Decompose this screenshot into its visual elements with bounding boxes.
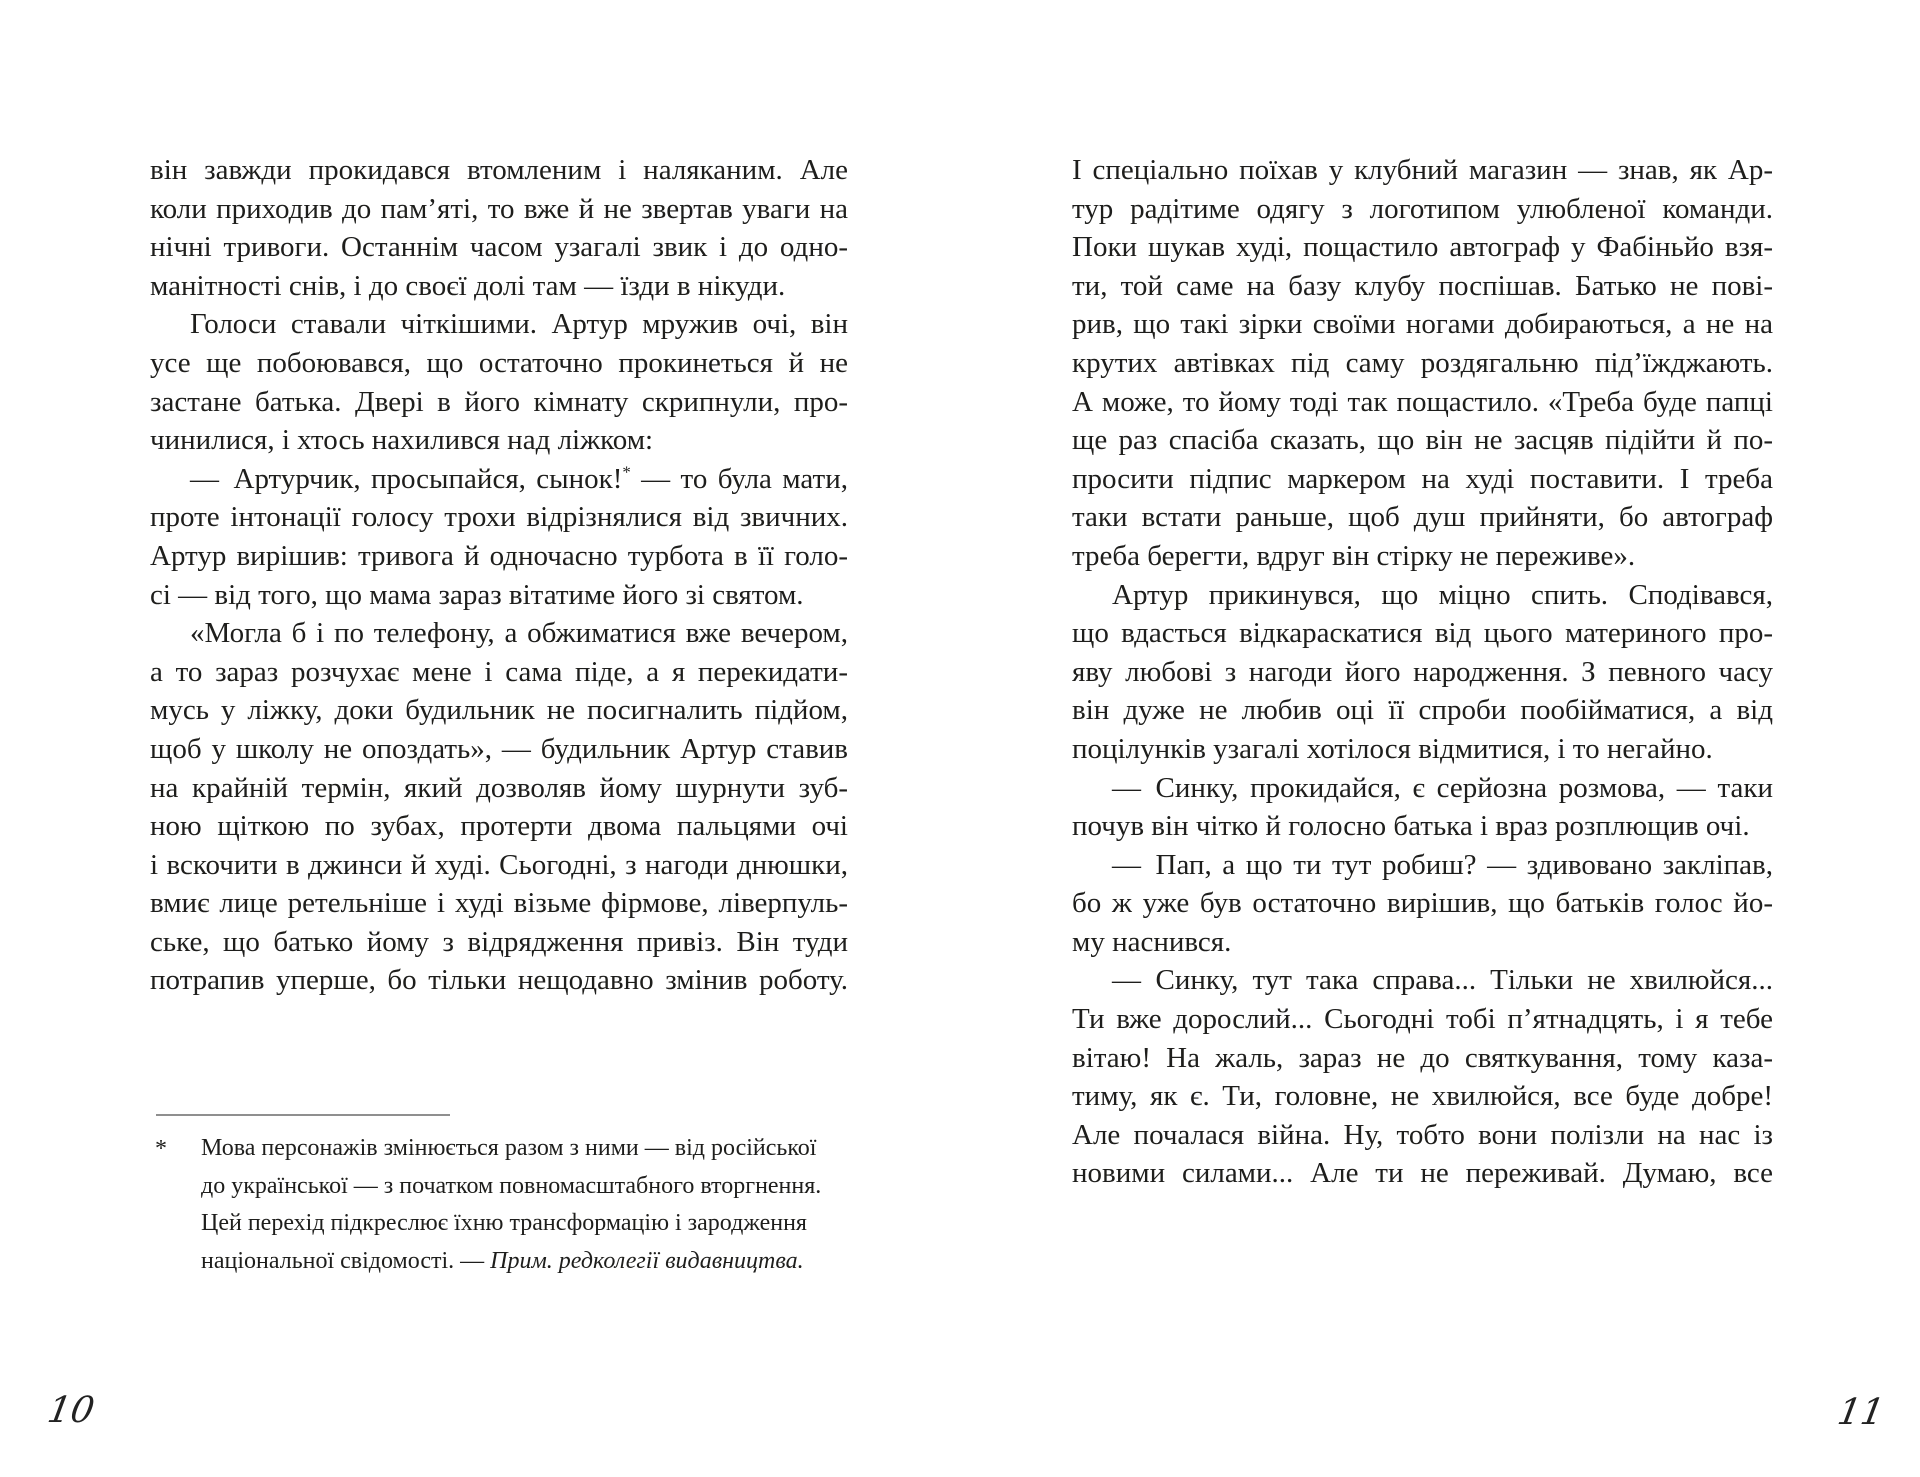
text-line: таки встати раньше, щоб душ прийняти, бо автограф [1072,501,1773,534]
text-line: манітності снів, і до своєї долі там — їзди в нікуди. [150,269,786,302]
text-line: поцілунків узагалі хотілося відмитися, і то негайно. [1072,732,1713,765]
text-line: — Синку, прокидайся, є серйозна розмова, — таки [1112,771,1773,804]
text-line: нічні тривоги. Останнім часом узагалі звик і до одно- [150,231,848,264]
text-line: Артур прикинувся, що міцно спить. Сподівався, [1112,578,1773,611]
text-line: — Синку, тут така справа... Тільки не хвилюйся... [1112,964,1773,997]
text-line: що вдасться відкараскатися від цього материного про- [1072,617,1773,650]
text-line: Мова персонажів змінюється разом з ними — від російської [201,1135,817,1161]
text-line: на крайній термін, який дозволяв йому шурнути зуб- [150,771,848,804]
text-line: і вскочити в джинси й худі. Сьогодні, з нагоди днюшки, [150,848,848,881]
text-segment: Прим. редколегії видавництва. [490,1247,804,1274]
text-line: му наснився. [1072,925,1232,958]
text-line: новими силами... Але ти не переживай. Думаю, все [1072,1157,1773,1190]
text-line: вмиє лице ретельніше і худі візьме фірмове, ліверпуль- [150,887,848,920]
body-text-left [150,151,848,1000]
footnote-marker: * [155,1136,167,1162]
text-line: застане батька. Двері в його кімнату скрипнули, про- [150,385,848,418]
text-line: рив, що такі зірки своїми ногами добираються, а не на [1072,308,1773,341]
text-segment: — то була мати, [630,462,848,495]
text-line: усе ще побоювався, що остаточно прокинеться й не [150,346,848,379]
footnote-reference: * [622,462,631,482]
text-line: ще раз спасіба сказать, що він не засцяв підійти й по- [1072,424,1773,457]
text-line: сі — від того, що мама зараз вітатиме його зі святом. [150,578,804,611]
text-line: — Пап, а що ти тут робиш? — здивовано закліпав, [1112,848,1773,881]
text-line: ною щіткою по зубах, протерти двома пальцями очі [150,810,848,843]
footnote [155,1130,822,1280]
text-line: Ти вже дорослий... Сьогодні тобі п’ятнадцять, і я тебе [1072,1003,1773,1036]
text-segment: національної свідомості. — [201,1247,491,1274]
text-line: Голоси ставали чіткішими. Артур мружив очі, він [190,308,848,341]
text-line: до української — з початком повномасштабного вторгнення. [201,1172,822,1199]
text-line: ське, що батько йому з відрядження привіз. Він туди [150,925,848,958]
footnote-rule [156,1114,450,1116]
text-line: тиму, як є. Ти, головне, не хвилюйся, все буде добре! [1072,1080,1773,1113]
text-line: тур радітиме одягу з логотипом улюбленої команди. [1072,192,1773,225]
text-line: крутих автівках під саму роздягальню під’їжджають. [1072,346,1773,379]
text-line: І спеціально поїхав у клубний магазин — знав, як Ар- [1072,154,1773,186]
footnote-text [155,1130,822,1280]
text-line: мусь у ліжку, доки будильник не посигналить підйом, [150,694,848,727]
text-line [201,1243,804,1281]
text-line: треба берегти, вдруг він стірку не переживе». [1072,539,1636,572]
page-number-left: 10 [44,1390,98,1431]
text-line: Але почалася війна. Ну, тобто вони полізли на нас із [1072,1118,1773,1151]
text-line: ти, той саме на базу клубу поспішав. Батько не пові- [1072,269,1773,302]
text-line: потрапив уперше, бо тільки нещодавно змінив роботу. [150,964,848,997]
text-line: проте інтонації голосу трохи відрізнялися від звичних. [150,501,848,534]
text-line: чинилися, і хтось нахилився над ліжком: [150,424,654,457]
text-line: коли приходив до пам’яті, то вже й не звертав уваги на [150,192,848,225]
text-line: А може, то йому тоді так пощастило. «Треба буде папці [1072,385,1773,418]
text-line: яву любові з нагоди його народження. З певного часу [1072,655,1773,688]
text-segment: — Артурчик, просыпайся, сынок! [190,462,623,495]
body-text-right [1072,151,1773,1193]
text-line: щоб у школу не опоздать», — будильник Артур ставив [150,732,848,765]
text-line: почув він чітко й голосно батька і враз розплющив очі. [1072,810,1750,843]
text-line: вітаю! На жаль, зараз не до святкування, тому каза- [1072,1041,1773,1074]
text-line: він дуже не любив оці її спроби пообійматися, а від [1072,694,1773,727]
text-line: він завжди прокидався втомленим і наляканим. Але [150,154,848,186]
text-line: Артур вирішив: тривога й одночасно турбота в її голо- [150,539,848,572]
text-line: просити підпис маркером на худі поставити. І треба [1072,462,1773,495]
text-line: «Могла б і по телефону, а обжиматися вже вечером, [190,617,848,650]
text-line [150,460,848,499]
text-line: Цей перехід підкреслює їхню трансформацію і зародження [201,1210,807,1236]
text-line: Поки шукав худі, пощастило автограф у Фабіньйо взя- [1072,231,1773,264]
page-number-right: 11 [1834,1392,1888,1433]
text-line: а то зараз розчухає мене і сама піде, а я перекидати- [150,655,848,688]
text-line: бо ж уже був остаточно вирішив, що батьків голос йо- [1072,887,1773,920]
